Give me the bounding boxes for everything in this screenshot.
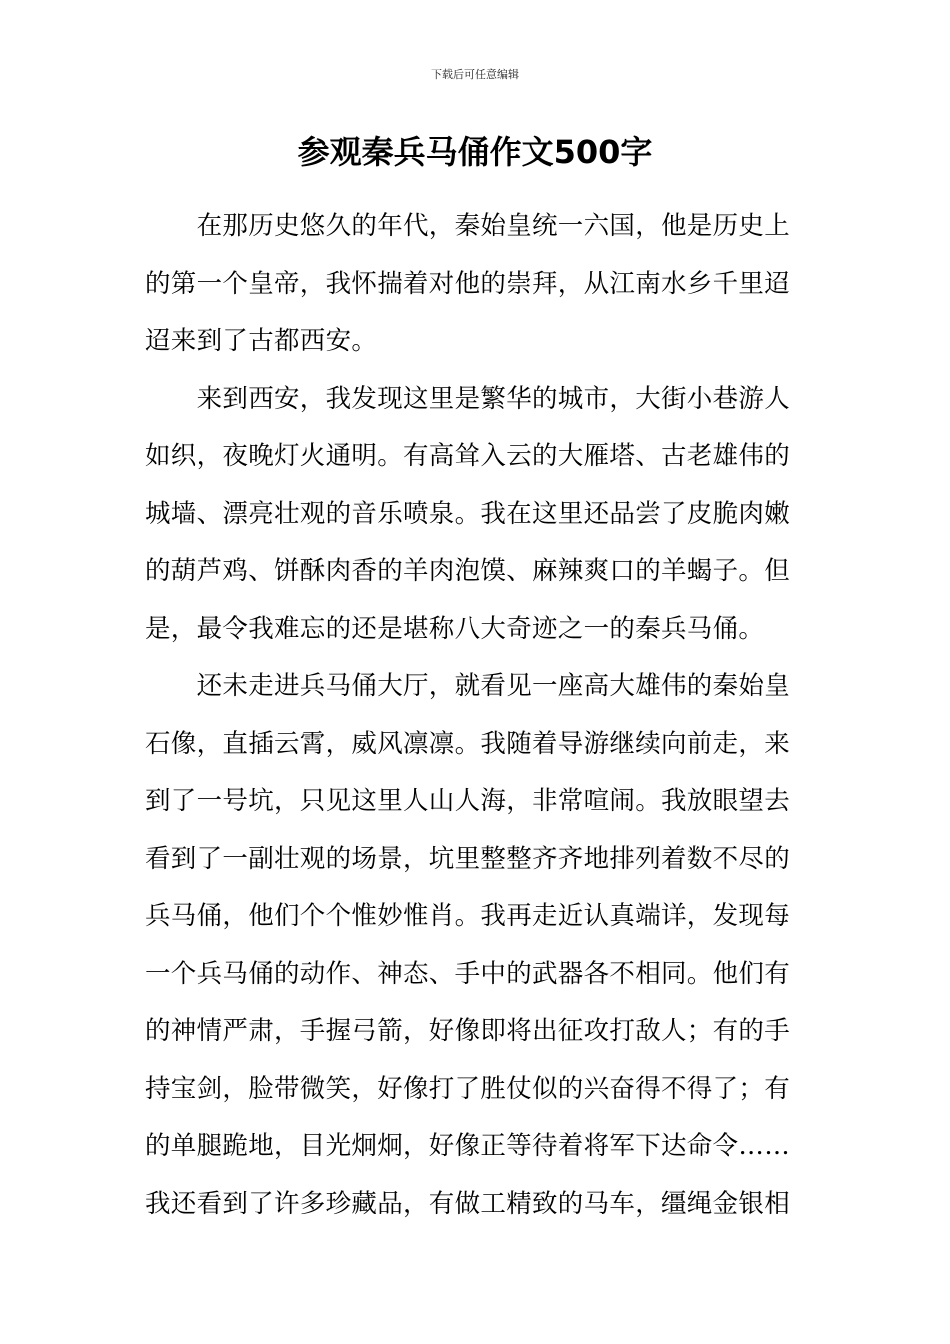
text-line: 的第一个皇帝，我怀揣着对他的崇拜，从江南水乡千里迢 — [145, 268, 791, 299]
text-line: 迢来到了古都西安。 — [145, 326, 378, 356]
text-line: 来到西安，我发现这里是繁华的城市，大街小巷游人 — [145, 383, 791, 414]
text-line: 还未走进兵马俑大厅，就看见一座高大雄伟的秦始皇 — [145, 671, 791, 701]
document-title: 参观秦兵马俑作文500字 — [297, 133, 653, 171]
text-line: 持宝剑，脸带微笑，好像打了胜仗似的兴奋得不得了；有 — [145, 1073, 791, 1104]
text-line: 在那历史悠久的年代，秦始皇统一六国，他是历史上 — [145, 211, 791, 241]
text-line: 城墙、漂亮壮观的音乐喷泉。我在这里还品尝了皮脆肉嫩 — [145, 498, 791, 529]
text-line: 的神情严肃，手握弓箭，好像即将出征攻打敌人；有的手 — [145, 1016, 791, 1046]
text-line: 如织，夜晚灯火通明。有高耸入云的大雁塔、古老雄伟的 — [145, 441, 791, 471]
text-line: 到了一号坑，只见这里人山人海，非常喧闹。我放眼望去 — [145, 786, 791, 816]
text-line: 看到了一副壮观的场景，坑里整整齐齐地排列着数不尽的 — [145, 843, 791, 874]
text-line: 是，最令我难忘的还是堪称八大奇迹之一的秦兵马俑。 — [145, 613, 765, 644]
body-text — [145, 198, 807, 1233]
text-line: 兵马俑，他们个个惟妙惟肖。我再走近认真端详，发现每 — [145, 901, 791, 931]
text-line: 的单腿跪地，目光炯炯，好像正等待着将军下达命令…… — [145, 1131, 791, 1161]
text-line: 一个兵马俑的动作、神态、手中的武器各不相同。他们有 — [145, 958, 791, 989]
text-line: 我还看到了许多珍藏品，有做工精致的马车，缰绳金银相 — [145, 1188, 791, 1219]
text-line: 的葫芦鸡、饼酥肉香的羊肉泡馍、麻辣爽口的羊蝎子。但 — [145, 556, 791, 586]
header-note: 下载后可任意编辑 — [431, 68, 519, 81]
text-line: 石像，直插云霄，威风凛凛。我随着导游继续向前走，来 — [145, 728, 791, 759]
